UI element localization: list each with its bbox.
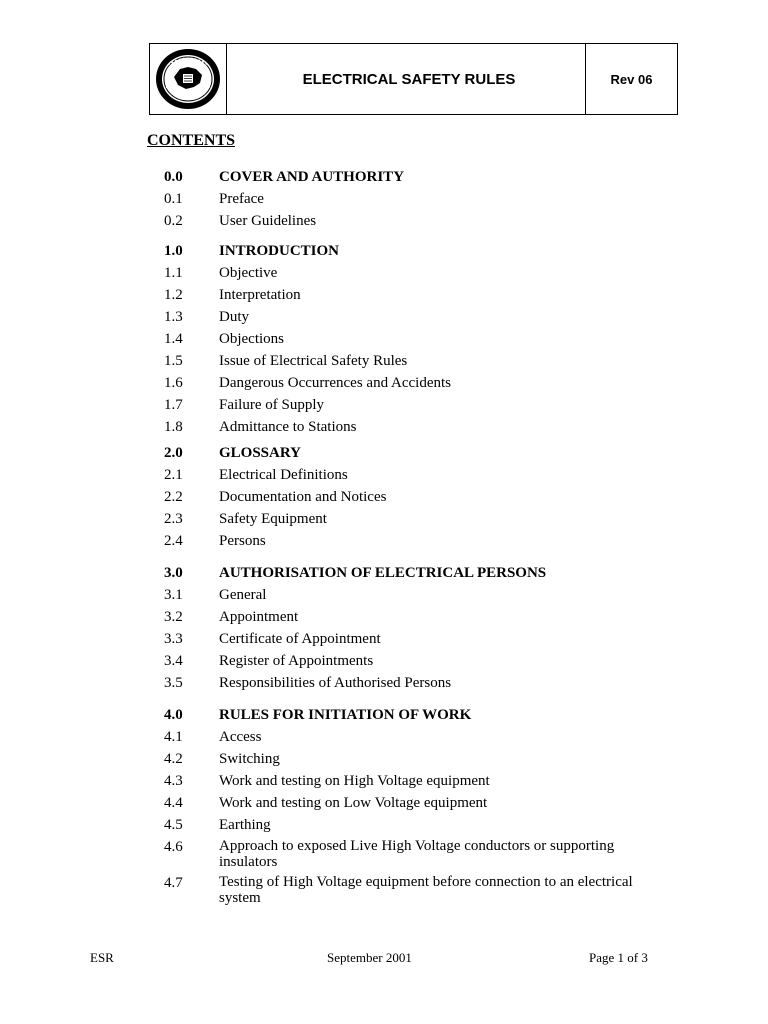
toc-title: Duty xyxy=(219,309,249,325)
toc-title: Earthing xyxy=(219,817,271,833)
toc-title: Interpretation xyxy=(219,287,301,303)
logo-cell xyxy=(150,44,227,114)
toc-title: Issue of Electrical Safety Rules xyxy=(219,353,408,369)
toc-title: Admittance to Stations xyxy=(219,419,357,435)
toc-title: General xyxy=(219,587,267,603)
toc-entry-row xyxy=(164,374,664,392)
toc-number: 1.4 xyxy=(164,331,183,347)
toc-title: Access xyxy=(219,729,262,745)
toc-title: Register of Appointments xyxy=(219,653,374,669)
toc-title: Persons xyxy=(219,533,266,549)
toc-title: AUTHORISATION OF ELECTRICAL PERSONS xyxy=(219,565,547,581)
toc-entry-row xyxy=(164,794,664,812)
toc-entry-row xyxy=(164,838,664,870)
footer-doc-code: ESR xyxy=(90,950,114,965)
toc-entry-row xyxy=(164,466,664,484)
toc-entry-row xyxy=(164,286,664,304)
toc-entry-row xyxy=(164,488,664,506)
toc-entry-row xyxy=(164,418,664,436)
toc-title: Preface xyxy=(219,191,264,207)
toc-number: 3.4 xyxy=(164,653,183,669)
toc-number: 1.6 xyxy=(164,375,183,391)
toc-entry-row xyxy=(164,330,664,348)
toc-number: 1.0 xyxy=(164,243,183,259)
toc-title: Responsibilities of Authorised Persons xyxy=(219,675,452,691)
toc-section-row xyxy=(164,444,664,462)
toc-title: Objections xyxy=(219,331,284,347)
toc-number: 1.2 xyxy=(164,287,183,303)
toc-title: INTRODUCTION xyxy=(219,243,340,259)
toc-title: Switching xyxy=(219,751,280,767)
toc-number: 4.6 xyxy=(164,839,183,855)
toc-number: 1.8 xyxy=(164,419,183,435)
toc-entry-row xyxy=(164,874,664,906)
toc-entry-row xyxy=(164,772,664,790)
toc-number: 3.1 xyxy=(164,587,183,603)
toc-entry-row xyxy=(164,264,664,282)
toc-title: Dangerous Occurrences and Accidents xyxy=(219,375,451,391)
toc-number: 3.2 xyxy=(164,609,183,625)
toc-entry-row xyxy=(164,816,664,834)
toc-entry-row xyxy=(164,190,664,208)
toc-number: 4.7 xyxy=(164,875,183,891)
toc-entry-row xyxy=(164,630,664,648)
contents-heading: CONTENTS xyxy=(147,132,236,149)
revision-label: Rev 06 xyxy=(610,71,653,87)
toc-section-row xyxy=(164,168,664,186)
toc-number: 2.0 xyxy=(164,445,183,461)
toc-entry-row xyxy=(164,352,664,370)
toc-number: 1.1 xyxy=(164,265,183,281)
toc-title: Work and testing on Low Voltage equipment xyxy=(219,795,488,811)
document-title: ELECTRICAL SAFETY RULES xyxy=(227,44,586,114)
toc-title: Certificate of Appointment xyxy=(219,631,381,647)
toc-entry-row xyxy=(164,308,664,326)
toc-number: 2.3 xyxy=(164,511,183,527)
toc-entry-row xyxy=(164,396,664,414)
toc-title: GLOSSARY xyxy=(219,445,301,461)
toc-number: 4.3 xyxy=(164,773,183,789)
toc-title: Documentation and Notices xyxy=(219,489,387,505)
toc-entry-row xyxy=(164,586,664,604)
toc-number: 4.4 xyxy=(164,795,183,811)
toc-number: 1.7 xyxy=(164,397,183,413)
footer-date: September 2001 xyxy=(327,950,412,965)
toc-number: 3.0 xyxy=(164,565,183,581)
toc-title: COVER AND AUTHORITY xyxy=(219,169,405,185)
toc-entry-row xyxy=(164,608,664,626)
table-of-contents xyxy=(164,168,664,906)
toc-number: 0.1 xyxy=(164,191,183,207)
toc-entry-row xyxy=(164,532,664,550)
document-header xyxy=(149,43,678,115)
footer-page-number: Page 1 of 3 xyxy=(589,950,648,965)
toc-title: Objective xyxy=(219,265,278,281)
toc-number: 4.5 xyxy=(164,817,183,833)
toc-section-row xyxy=(164,242,664,260)
toc-number: 3.3 xyxy=(164,631,183,647)
toc-number: 4.1 xyxy=(164,729,183,745)
toc-entry-row xyxy=(164,728,664,746)
toc-number: 0.2 xyxy=(164,213,183,229)
toc-section-row xyxy=(164,564,664,582)
toc-number: 4.2 xyxy=(164,751,183,767)
toc-entry-row xyxy=(164,674,664,692)
toc-title: Testing of High Voltage equipment before connection to an electrical system xyxy=(219,874,633,906)
toc-number: 2.2 xyxy=(164,489,183,505)
toc-section-row xyxy=(164,706,664,724)
toc-title: Failure of Supply xyxy=(219,397,324,413)
toc-number: 2.4 xyxy=(164,533,183,549)
toc-number: 1.3 xyxy=(164,309,183,325)
company-seal-logo-icon xyxy=(154,47,222,111)
toc-number: 0.0 xyxy=(164,169,183,185)
toc-title: Work and testing on High Voltage equipment xyxy=(219,773,490,789)
toc-title: RULES FOR INITIATION OF WORK xyxy=(219,707,472,723)
toc-title: User Guidelines xyxy=(219,213,317,229)
toc-number: 4.0 xyxy=(164,707,183,723)
toc-number: 3.5 xyxy=(164,675,183,691)
toc-entry-row xyxy=(164,652,664,670)
toc-entry-row xyxy=(164,750,664,768)
toc-entry-row xyxy=(164,510,664,528)
toc-title: Electrical Definitions xyxy=(219,467,348,483)
toc-title: Appointment xyxy=(219,609,299,625)
toc-number: 1.5 xyxy=(164,353,183,369)
toc-title: Approach to exposed Live High Voltage conductors or supporting insulators xyxy=(219,838,615,870)
toc-number: 2.1 xyxy=(164,467,183,483)
toc-entry-row xyxy=(164,212,664,230)
toc-title: Safety Equipment xyxy=(219,511,327,527)
